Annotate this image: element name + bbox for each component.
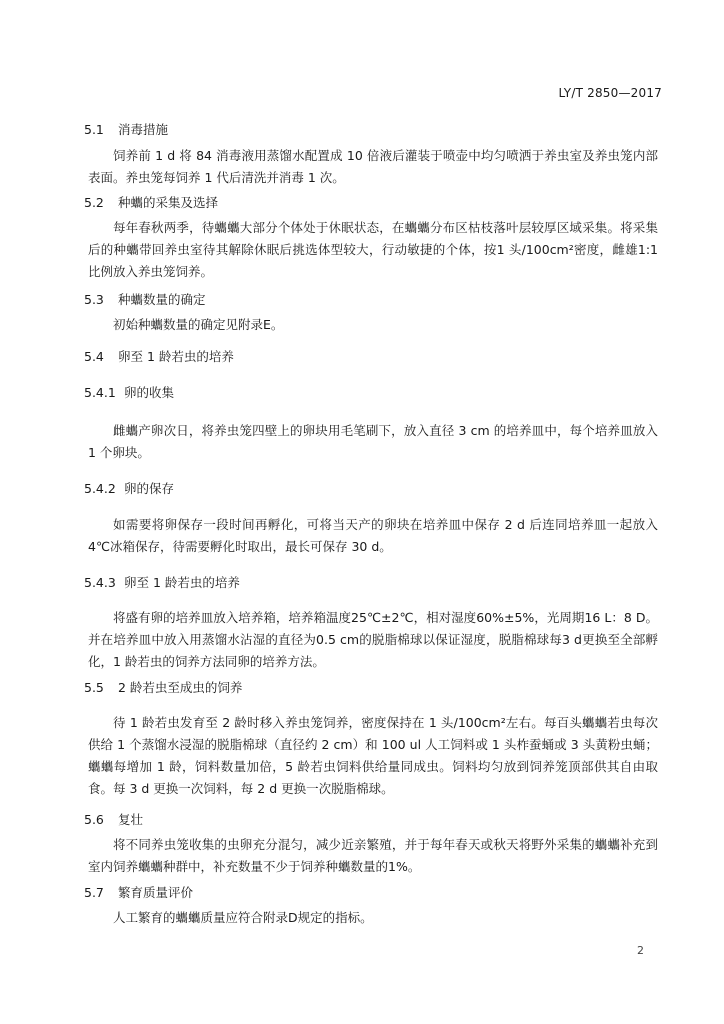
section-heading-5-6 <box>84 810 143 828</box>
section-number: 5.4.2 <box>84 481 116 496</box>
section-number: 5.4.1 <box>84 385 116 400</box>
paragraph-5-4-3: 将盛有卵的培养皿放入培养箱，培养箱温度25℃±2℃，相对湿度60%±5%，光周期16 L：8 D。并在培养皿中放入用蒸馏水沾湿的直径为0.5 cm的脱脂棉球以保证湿度，脱脂棉球每3 d更换至全部孵化，1 龄若虫的饲养方法同卵的培养方法。 <box>88 610 658 669</box>
section-number: 5.7 <box>84 885 104 900</box>
section-number: 5.1 <box>84 122 104 137</box>
section-heading-5-2 <box>84 193 218 211</box>
section-number: 5.2 <box>84 195 104 210</box>
paragraph-5-1: 饲养前 1 d 将 84 消毒液用蒸馏水配置成 10 倍液后灌装于喷壶中均匀喷洒于养虫室及养虫笼内部表面。养虫笼每饲养 1 代后清洗并消毒 1 次。 <box>88 148 658 185</box>
paragraph-5-7: 人工繁育的蠵蠵质量应符合附录D规定的指标。 <box>113 910 373 925</box>
paragraph-5-5: 待 1 龄若虫发育至 2 龄时移入养虫笼饲养，密度保持在 1 头/100cm²左右。每百头蠵蠵若虫每次供给 1 个蒸馏水浸湿的脱脂棉球（直径约 2 cm）和 100 ul 人工饲料或 1 头柞蚕蛹或 3 头黄粉虫蛹；蠵蠵每增加 1 龄，饲料数量加倍，5 龄若虫饲料供给量同成虫。饲料均匀放到饲养笼顶部供其自由取食。每 3 d 更换一次饲料，每 2 d 更换一次脱脂棉球。 <box>88 715 658 796</box>
paragraph-5-4-2: 如需要将卵保存一段时间再孵化，可将当天产的卵块在培养皿中保存 2 d 后连同培养皿一起放入4℃冰箱保存，待需要孵化时取出，最长可保存 30 d。 <box>88 517 658 554</box>
section-title: 卵的收集 <box>124 385 175 400</box>
section-number: 5.5 <box>84 680 104 695</box>
section-title: 繁育质量评价 <box>118 885 194 900</box>
section-title: 消毒措施 <box>118 122 169 137</box>
section-title: 种蠵数量的确定 <box>118 292 206 307</box>
section-number: 5.3 <box>84 292 104 307</box>
section-title: 卵至 1 龄若虫的培养 <box>124 575 240 590</box>
section-title: 2 龄若虫至成虫的饲养 <box>118 680 243 695</box>
section-heading-5-7 <box>84 883 193 901</box>
paragraph-5-6: 将不同养虫笼收集的虫卵充分混匀，减少近亲繁殖，并于每年春天或秋天将野外采集的蠵蠵补充到室内饲养蠵蠵种群中，补充数量不少于饲养种蠵数量的1%。 <box>88 837 658 874</box>
section-heading-5-4-3 <box>84 573 240 591</box>
page-number: 2 <box>637 944 644 957</box>
section-number: 5.4.3 <box>84 575 116 590</box>
section-heading-5-4-2 <box>84 479 174 497</box>
section-heading-5-4-1 <box>84 383 174 401</box>
paragraph-5-2: 每年春秋两季，待蠵蠵大部分个体处于休眠状态，在蠵蠵分布区枯枝落叶层较厚区域采集。将采集后的种蠵带回养虫室待其解除休眠后挑选体型较大，行动敏捷的个体，按1 头/100cm²密度，雌雄1:1比例放入养虫笼饲养。 <box>88 220 658 279</box>
section-heading-5-1 <box>84 120 168 138</box>
section-title: 种蠵的采集及选择 <box>118 195 219 210</box>
section-title: 复壮 <box>118 812 144 827</box>
paragraph-5-3: 初始种蠵数量的确定见附录E。 <box>113 317 284 332</box>
section-heading-5-5 <box>84 678 242 696</box>
section-title: 卵至 1 龄若虫的培养 <box>118 349 234 364</box>
paragraph-5-4-1: 雌蠵产卵次日，将养虫笼四壁上的卵块用毛笔刷下，放入直径 3 cm 的培养皿中，每个培养皿放入 1 个卵块。 <box>88 423 658 460</box>
section-heading-5-3 <box>84 290 206 308</box>
section-heading-5-4 <box>84 347 234 365</box>
section-number: 5.6 <box>84 812 104 827</box>
standard-code: LY/T 2850—2017 <box>558 86 662 100</box>
section-title: 卵的保存 <box>124 481 175 496</box>
section-number: 5.4 <box>84 349 104 364</box>
